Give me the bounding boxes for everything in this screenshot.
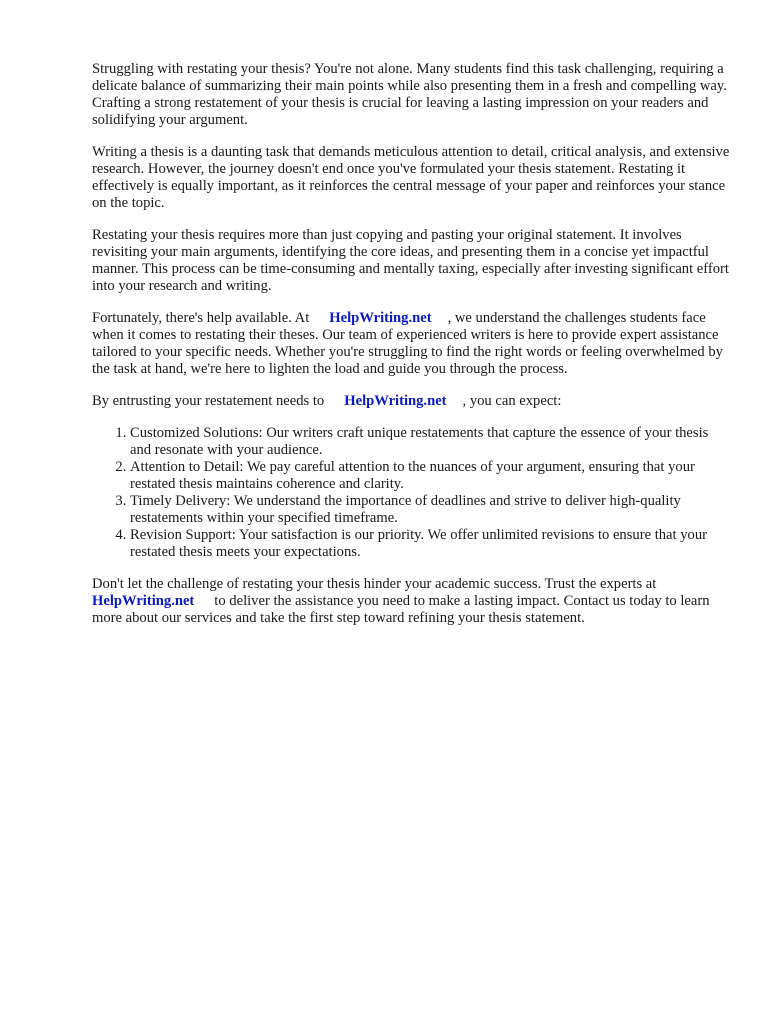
closing-text-after: to deliver the assistance you need to make a lasting impact. Contact us today to learn more about our services and take the first step toward refining your thesis statement. xyxy=(92,593,710,626)
intro-paragraph: Struggling with restating your thesis? You're not alone. Many students find this task challenging, requiring a delicate balance of summarizing their main points while also presenting them in a fresh and compelling way. Crafting a strong restatement of your thesis is crucial for leaving a lasting impression on your readers and solidifying your argument. xyxy=(92,61,727,128)
closing-text-before: Don't let the challenge of restating your thesis hinder your academic success. Trust the experts at xyxy=(92,576,657,592)
help-available-text-before: Fortunately, there's help available. At xyxy=(92,310,310,326)
expect-paragraph xyxy=(92,393,732,410)
list-item: 1. Customized Solutions: Our writers craft unique restatements that capture the essence of your thesis and resonate with your audience. xyxy=(130,425,732,459)
help-available-text-after: , we understand the challenges students face when it comes to restating their theses. Our team of experienced writers is here to provide expert assistance tailored to your specific needs. Whether you're struggling to find the right words or feeling overwhelmed by the task at hand, we're here to lighten the load and guide you through the process. xyxy=(92,310,723,377)
document-body xyxy=(92,61,732,642)
expect-text-before: By entrusting your restatement needs to xyxy=(92,393,325,409)
help-available-paragraph xyxy=(92,310,732,378)
restating-paragraph: Restating your thesis requires more than just copying and pasting your original statement. It involves revisiting your main arguments, identifying the core ideas, and presenting them in a concise yet impactful manner. This process can be time-consuming and mentally taxing, especially after investing significant effort into your research and writing. xyxy=(92,227,729,294)
helpwriting-link-2[interactable]: HelpWriting.net xyxy=(344,393,447,409)
list-item: 3. Timely Delivery: We understand the importance of deadlines and strive to deliver high-quality restatements within your specified timeframe. xyxy=(130,493,732,527)
helpwriting-link-1[interactable]: HelpWriting.net xyxy=(329,310,432,326)
helpwriting-link-3[interactable]: HelpWriting.net xyxy=(92,593,195,609)
thesis-writing-paragraph: Writing a thesis is a daunting task that demands meticulous attention to detail, critical analysis, and extensive research. However, the journey doesn't end once you've formulated your thesis statement. Restating it effectively is equally important, as it reinforces the central message of your paper and reinforces your stance on the topic. xyxy=(92,144,730,211)
list-item: 4. Revision Support: Your satisfaction is our priority. We offer unlimited revisions to ensure that your restated thesis meets your expectations. xyxy=(130,527,732,561)
closing-paragraph xyxy=(92,576,732,627)
list-item: 2. Attention to Detail: We pay careful attention to the nuances of your argument, ensuring that your restated thesis maintains coherence and clarity. xyxy=(130,459,732,493)
expect-text-after: , you can expect: xyxy=(462,393,562,409)
benefits-list xyxy=(92,425,732,561)
